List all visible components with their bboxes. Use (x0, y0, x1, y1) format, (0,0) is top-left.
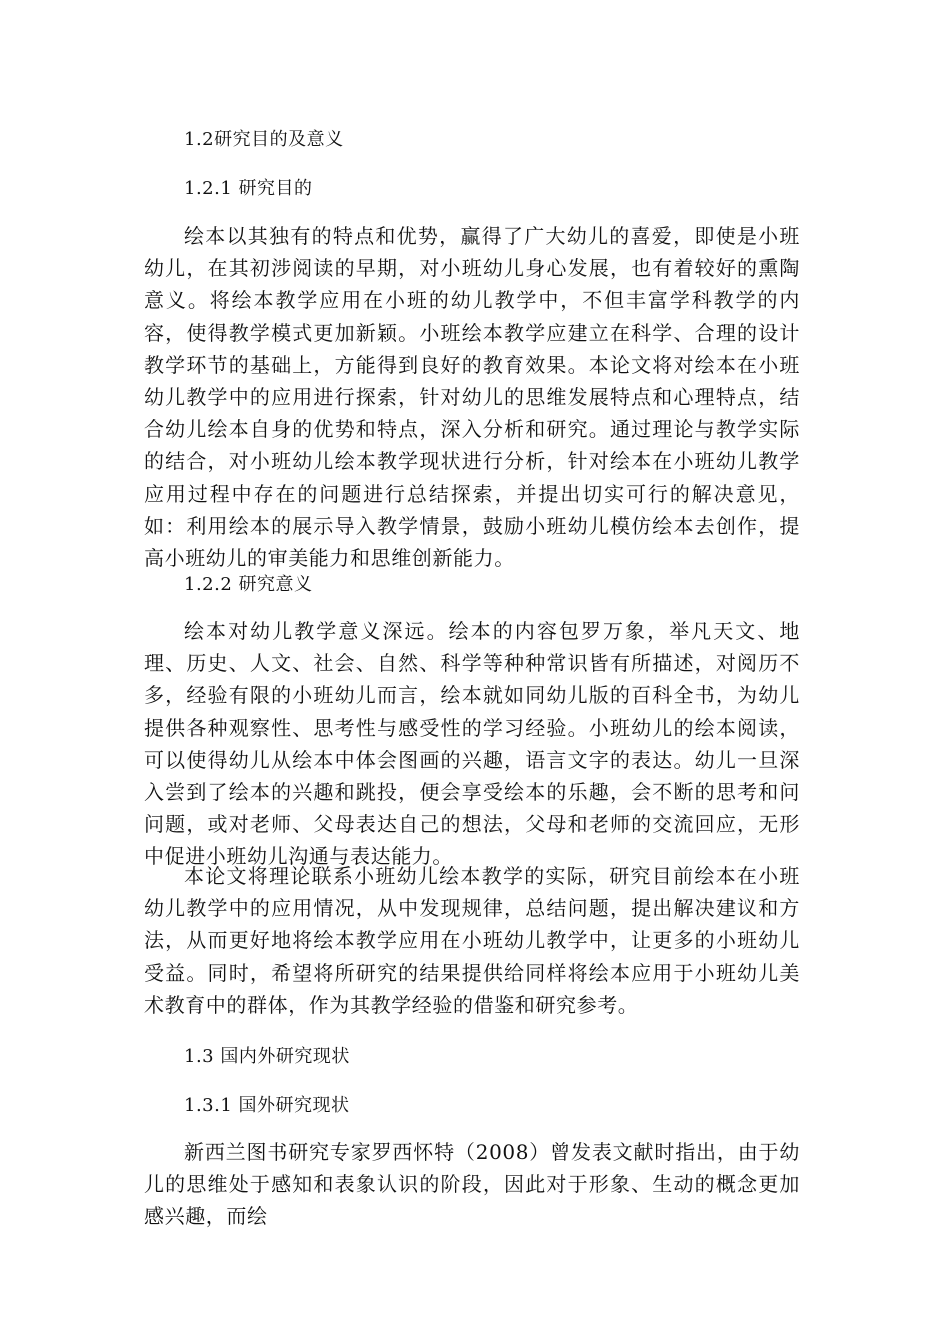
section-heading-1-2: 1.2研究目的及意义 (184, 129, 344, 150)
paragraph-research-purpose: 绘本以其独有的特点和优势，赢得了广大幼儿的喜爱，即使是小班幼儿，在其初涉阅读的早期，对小班幼儿身心发展，也有着较好的熏陶意义。将绘本教学应用在小班的幼儿教学中，不但丰富学科教学的内容，使得教学模式更加新颖。小班绘本教学应建立在科学、合理的设计教学环节的基础上，方能得到良好的教育效果。本论文将对绘本在小班幼儿教学中的应用进行探索，针对幼儿的思维发展特点和心理特点，结合幼儿绘本自身的优势和特点，深入分析和研究。通过理论与教学实际的结合，对小班幼儿绘本教学现状进行分析，针对绘本在小班幼儿教学应用过程中存在的问题进行总结探索，并提出切实可行的解决意见，如：利用绘本的展示导入教学情景，鼓励小班幼儿模仿绘本去创作，提高小班幼儿的审美能力和思维创新能力。 (144, 224, 800, 571)
section-heading-1-3-1: 1.3.1 国外研究现状 (184, 1095, 350, 1116)
paragraph-thesis-scope: 本论文将理论联系小班幼儿绘本教学的实际，研究目前绘本在小班幼儿教学中的应用情况，从中发现规律，总结问题，提出解决建议和方法，从而更好地将绘本教学应用在小班幼儿教学中，让更多的小班幼儿受益。同时，希望将所研究的结果提供给同样将绘本应用于小班幼儿美术教育中的群体，作为其教学经验的借鉴和研究参考。 (144, 864, 800, 1017)
paragraph-foreign-research: 新西兰图书研究专家罗西怀特（2008）曾发表文献时指出，由于幼儿的思维处于感知和表象认识的阶段，因此对于形象、生动的概念更加感兴趣，而绘 (144, 1140, 800, 1229)
section-heading-1-2-1: 1.2.1 研究目的 (184, 178, 313, 199)
section-heading-1-3: 1.3 国内外研究现状 (184, 1046, 350, 1067)
section-heading-1-2-2: 1.2.2 研究意义 (184, 574, 313, 595)
paragraph-research-significance: 绘本对幼儿教学意义深远。绘本的内容包罗万象，举凡天文、地理、历史、人文、社会、自然、科学等种种常识皆有所描述，对阅历不多，经验有限的小班幼儿而言，绘本就如同幼儿版的百科全书，为幼儿提供各种观察性、思考性与感受性的学习经验。小班幼儿的绘本阅读，可以使得幼儿从绘本中体会图画的兴趣，语言文字的表达。幼儿一旦深入尝到了绘本的兴趣和跳投，便会享受绘本的乐趣，会不断的思考和问问题，或对老师、父母表达自己的想法，父母和老师的交流回应，无形中促进小班幼儿沟通与表达能力。 (144, 619, 800, 869)
